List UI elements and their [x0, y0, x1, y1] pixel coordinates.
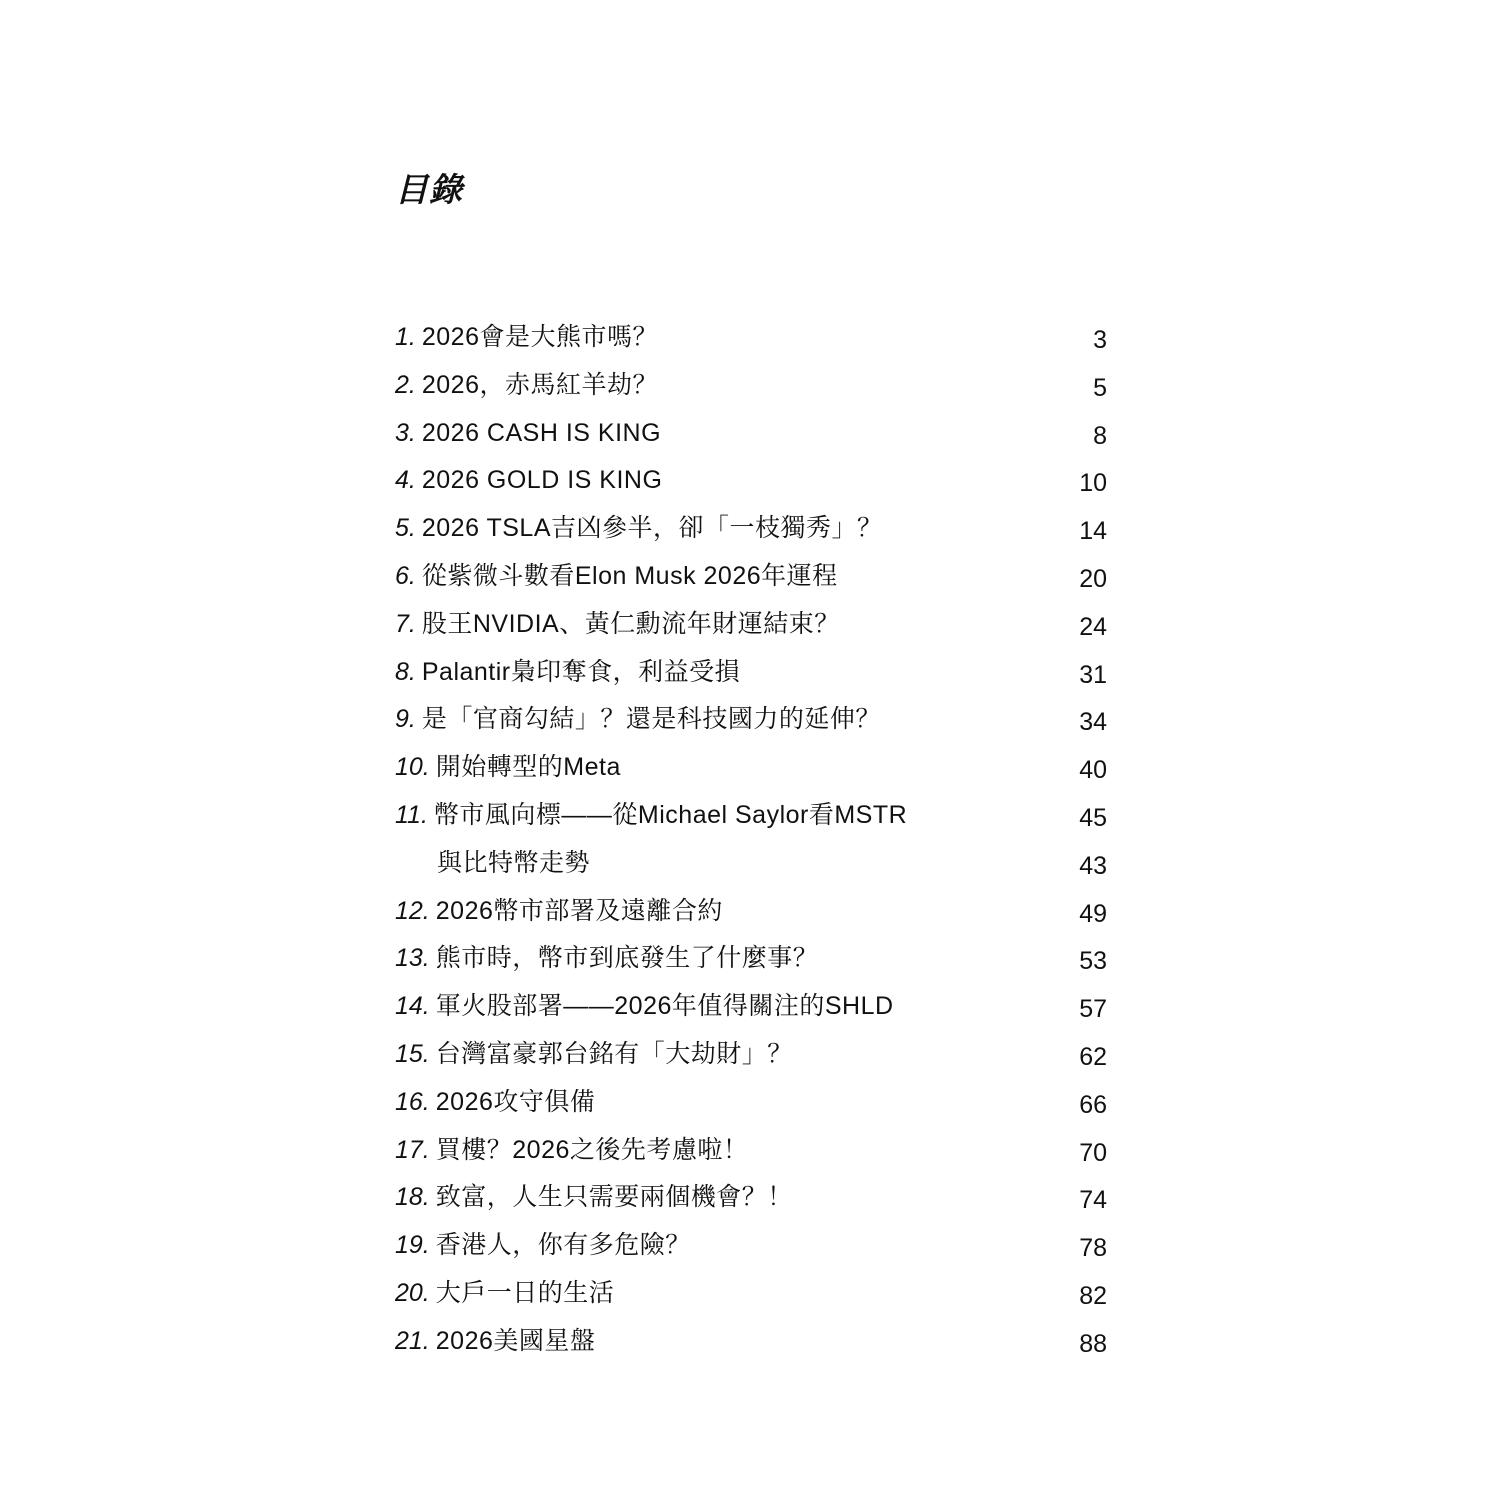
toc-entry-number: 12. — [395, 896, 430, 925]
toc-entry-number: 2. — [395, 370, 416, 399]
toc-entry-number: 20. — [395, 1278, 430, 1307]
toc-entry-page-number: 66 — [1079, 1090, 1107, 1119]
toc-entry-title: 台灣富豪郭台銘有「大劫財」？ — [435, 1039, 793, 1068]
toc-entry-number: 17. — [395, 1135, 430, 1164]
toc-entry — [395, 744, 1107, 792]
toc-entry-page-number: 74 — [1079, 1186, 1107, 1215]
toc-entry-title: 2026，赤馬紅羊劫？ — [421, 370, 658, 399]
toc-entry-page-number: 70 — [1079, 1138, 1107, 1167]
toc-entry-number: 21. — [395, 1326, 430, 1355]
toc-entry — [395, 696, 1107, 744]
toc-entry — [395, 649, 1107, 697]
toc-entry-title: 買樓？2026之後先考慮啦！ — [435, 1135, 749, 1164]
toc-entry-page-number: 24 — [1079, 612, 1107, 641]
toc-entry — [395, 983, 1107, 1031]
toc-entry-number: 14. — [395, 992, 430, 1021]
toc-entry-number: 19. — [395, 1231, 430, 1260]
toc-entry-number: 10. — [395, 753, 430, 782]
toc-entry-title: 從紫微斗數看Elon Musk 2026年運程 — [421, 561, 838, 590]
toc-entry-title: 大戶一日的生活 — [435, 1278, 615, 1307]
toc-entry-page-number: 88 — [1079, 1329, 1107, 1358]
toc-entry — [395, 1270, 1107, 1318]
toc-entry-page-number: 57 — [1079, 995, 1107, 1024]
toc-entry — [395, 457, 1107, 505]
toc-entry-title: 2026 TSLA吉凶參半，卻「一枝獨秀」？ — [421, 514, 883, 543]
toc-entry — [395, 1031, 1107, 1079]
toc-entry-number: 5. — [395, 514, 416, 543]
toc-entry-title: 幣市風向標——從Michael Saylor看MSTR — [433, 800, 908, 829]
toc-entry-number: 9. — [395, 705, 416, 734]
toc-entry-title: 2026攻守俱備 — [435, 1087, 596, 1116]
toc-entry — [395, 314, 1107, 362]
toc-entry-page-number: 14 — [1079, 517, 1107, 546]
toc-entry-title: 致富，人生只需要兩個機會？！ — [435, 1183, 793, 1212]
table-of-contents — [395, 314, 1107, 1366]
toc-entry-page-number: 20 — [1079, 564, 1107, 593]
toc-entry — [395, 410, 1107, 458]
toc-entry-title: 2026美國星盤 — [435, 1326, 596, 1355]
toc-entry-title: 開始轉型的Meta — [435, 753, 621, 782]
toc-entry-number: 18. — [395, 1183, 430, 1212]
toc-entry — [395, 1174, 1107, 1222]
toc-entry — [395, 1079, 1107, 1127]
toc-entry-page-number: 10 — [1079, 469, 1107, 498]
toc-entry-page-number: 31 — [1079, 660, 1107, 689]
toc-entry-page-number: 43 — [1079, 851, 1107, 880]
toc-entry — [395, 935, 1107, 983]
toc-entry-title: 熊市時，幣市到底發生了什麼事？ — [435, 944, 819, 973]
toc-entry-number: 16. — [395, 1087, 430, 1116]
toc-entry-title: 2026幣市部署及遠離合約 — [435, 896, 723, 925]
toc-entry-page-number: 82 — [1079, 1281, 1107, 1310]
toc-entry — [395, 840, 1107, 888]
toc-entry — [395, 505, 1107, 553]
page-title: 目錄 — [395, 171, 463, 208]
toc-entry-page-number: 49 — [1079, 899, 1107, 928]
toc-entry-title: Palantir梟印奪食，利益受損 — [421, 657, 741, 686]
toc-entry-number: 7. — [395, 609, 416, 638]
toc-entry-page-number: 3 — [1093, 326, 1107, 354]
toc-entry — [395, 362, 1107, 410]
toc-entry-title: 2026 GOLD IS KING — [421, 466, 663, 495]
toc-entry-number: 13. — [395, 944, 430, 973]
toc-entry — [395, 1127, 1107, 1175]
toc-entry — [395, 553, 1107, 601]
toc-entry-number: 4. — [395, 466, 416, 495]
toc-entry-page-number: 62 — [1079, 1042, 1107, 1071]
toc-entry-page-number: 34 — [1079, 708, 1107, 737]
toc-entry-page-number: 45 — [1079, 803, 1107, 832]
toc-entry-number: 6. — [395, 561, 416, 590]
toc-entry — [395, 1318, 1107, 1366]
toc-entry-number: 8. — [395, 657, 416, 686]
toc-entry — [395, 601, 1107, 649]
toc-entry-number: 15. — [395, 1039, 430, 1068]
toc-entry-title: 與比特幣走勢 — [437, 848, 591, 877]
toc-entry-title: 2026 CASH IS KING — [421, 418, 662, 447]
toc-entry-number: 1. — [395, 323, 416, 351]
toc-entry-page-number: 5 — [1093, 373, 1107, 402]
toc-entry-page-number: 53 — [1079, 947, 1107, 976]
toc-entry-number: 11. — [395, 800, 428, 829]
toc-entry-title: 香港人，你有多危險？ — [435, 1231, 691, 1260]
toc-entry-number: 3. — [395, 418, 416, 447]
toc-entry-title: 軍火股部署——2026年值得關注的SHLD — [435, 992, 894, 1021]
toc-entry-title: 股王NVIDIA、黃仁勳流年財運結束？ — [421, 609, 840, 638]
toc-entry-title: 是「官商勾結」？還是科技國力的延伸？ — [421, 705, 881, 734]
toc-entry — [395, 1222, 1107, 1270]
toc-entry-title: 2026會是大熊市嗎？ — [421, 323, 658, 351]
toc-entry — [395, 888, 1107, 936]
toc-entry-page-number: 8 — [1093, 421, 1107, 450]
toc-entry — [395, 792, 1107, 840]
toc-entry-page-number: 40 — [1079, 756, 1107, 785]
toc-entry-page-number: 78 — [1079, 1234, 1107, 1263]
